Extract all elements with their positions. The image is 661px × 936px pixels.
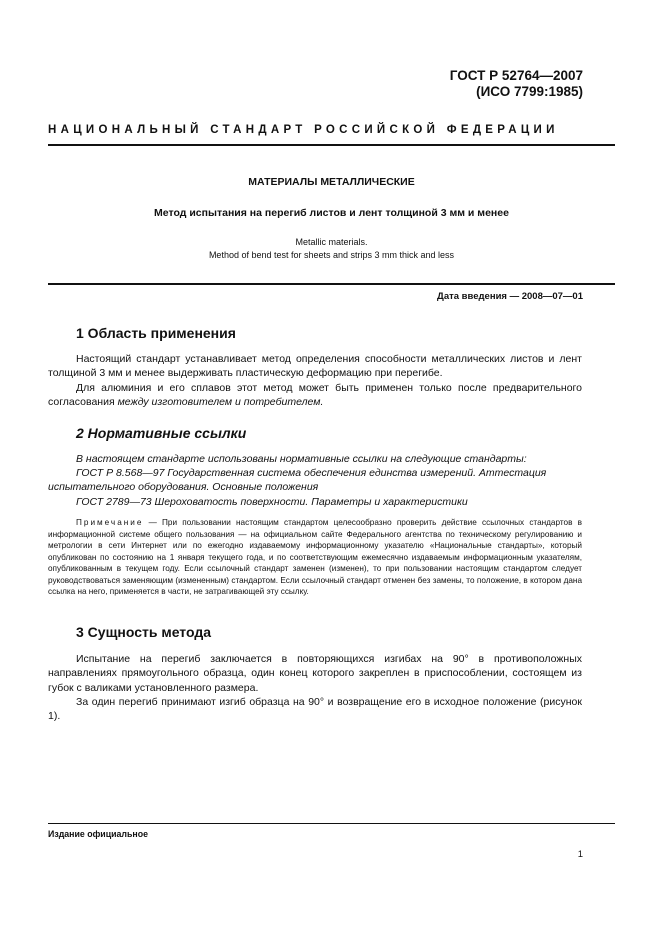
section1-paragraph2 [48, 381, 582, 410]
section2-heading: 2 Нормативные ссылки [76, 425, 247, 441]
document-subtitle: Метод испытания на перегиб листов и лент толщиной 3 мм и менее [154, 207, 509, 219]
reference-gost-2789: ГОСТ 2789—73 Шероховатость поверхности. Параметры и характеристики [76, 496, 468, 508]
note [48, 517, 582, 598]
standard-code: ГОСТ Р 52764—2007 [449, 68, 583, 83]
english-title-line1: Metallic materials. [295, 237, 368, 247]
iso-code: (ИСО 7799:1985) [476, 84, 583, 99]
note-text: — При пользовании настоящим стандартом целесообразно проверить действие ссылочных стандартов в информационной системе общего пользования — на официальном сайте Федерального агентства по техническому регулированию и метрологии в сети Интернет или по ежегодно издаваемому информационному указателю «Национальные стандарты», который опубликован по состоянию на 1 января текущего года, и по соответствующим ежемесячно издаваемым информационным указателям, опубликованным в текущем году. Если ссылочный стандарт заменен (изменен), то при пользовании настоящим стандартом следует руководствоваться заменяющим (измененным) стандартом. Если ссылочный стандарт отменен без замены, то положение, в котором дана ссылка на него, применяется в части, не затрагивающей эту ссылку. [48, 518, 582, 596]
national-standard-title: НАЦИОНАЛЬНЫЙ СТАНДАРТ РОССИЙСКОЙ ФЕДЕРАЦИИ [48, 124, 559, 136]
section1-paragraph1: Настоящий стандарт устанавливает метод определения способности металлических листов и лент толщиной 3 мм и менее выдерживать пластическую деформацию при перегибе. [48, 353, 582, 380]
document-title: МАТЕРИАЛЫ МЕТАЛЛИЧЕСКИЕ [248, 176, 415, 188]
english-title-line2: Method of bend test for sheets and strips 3 mm thick and less [208, 250, 455, 260]
header-rule [48, 144, 615, 146]
section1-paragraph2-italic: между изготовителем и потребителем. [117, 396, 324, 409]
english-title [48, 236, 615, 262]
section1-paragraph2-text: Для алюминия и его сплавов этот метод может быть применен только после предварительного согласования [48, 382, 582, 409]
effective-date: Дата введения — 2008—07—01 [437, 291, 583, 302]
section3-paragraph1: Испытание на перегиб заключается в повторяющихся изгибах на 90° в противоположных направлениях прямоугольного образца, один конец которого закреплен в приспособлении, состоящем из губок с валиками установленного размера. [48, 653, 582, 694]
note-label: Примечание [76, 518, 144, 527]
section3-heading: 3 Сущность метода [76, 624, 212, 640]
section1-heading: 1 Область применения [76, 325, 236, 341]
official-edition: Издание официальное [48, 829, 148, 839]
section2-intro: В настоящем стандарте использованы нормативные ссылки на следующие стандарты: [76, 453, 527, 465]
reference-gost-r-8568: ГОСТ Р 8.568—97 Государственная система обеспечения единства измерений. Аттестация испытательного оборудования. Основные положения [48, 467, 547, 494]
page-number: 1 [577, 849, 583, 860]
title-rule [48, 283, 615, 285]
section3-paragraph2: За один перегиб принимают изгиб образца на 90° и возвращение его в исходное положение (рисунок 1). [48, 696, 582, 723]
footer-rule [48, 823, 615, 824]
header-code [450, 68, 583, 100]
